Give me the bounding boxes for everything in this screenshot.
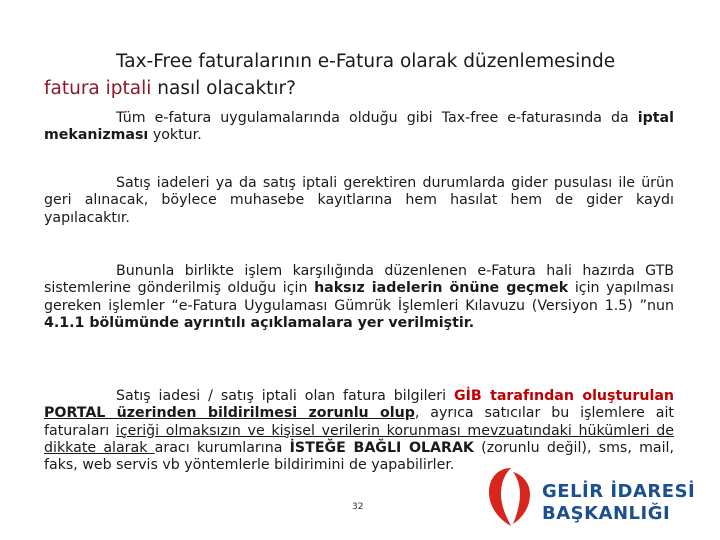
p4-underlined: içeriği olmaksızın ve kişisel verilerin korunması mevzuatındaki hükümleri de dikkate alarak <box>44 422 674 456</box>
p4-red-emphasis: GİB tarafından oluşturulan <box>453 388 674 404</box>
page-number: 32 <box>352 502 364 512</box>
p2-text: Satış iadeleri ya da satış iptali gerektiren durumlarda gider pusulası ile ürün geri alınacak, böylece muhasebe kayıtlarına hem hasılat hem de gider kaydı yapılacaktır. <box>44 175 674 226</box>
p4-text: Satış iadesi / satış iptali olan fatura bilgileri <box>116 388 454 404</box>
p1-text: Tüm e-fatura uygulamalarında olduğu gibi Tax-free e-faturasında da <box>116 110 638 126</box>
logo-line-2: BAŞKANLIĞI <box>542 503 671 524</box>
gib-logo-mark-icon <box>486 464 536 530</box>
logo-line-1: GELİR İDARESİ <box>542 481 696 502</box>
p1-text-end: yoktur. <box>148 127 202 144</box>
title-accent-text: fatura iptali <box>44 78 152 99</box>
p4-bold-underline: PORTAL üzerinden bildirilmesi zorunlu olup <box>44 405 415 422</box>
paragraph-gtb-systems <box>44 263 674 332</box>
p4-text-3: aracı kurumlarına <box>154 439 290 456</box>
p3-text-2: için yapılması gereken işlemler “e-Fatura Uygulaması Gümrük İşlemleri Kılavuzu (Versiyon 1.5) ”nun <box>44 280 674 314</box>
p3-bold-1: haksız iadelerin önüne geçmek <box>314 280 569 297</box>
title-text-part1: Tax-Free faturalarının e-Fatura olarak düzenlemesinde <box>116 51 616 72</box>
slide-title <box>44 48 674 102</box>
paragraph-no-cancel-mechanism <box>44 110 674 145</box>
p4-bold-optional: İSTEĞE BAĞLI OLARAK <box>289 439 474 456</box>
p1-bold: iptal mekanizması <box>44 110 674 144</box>
p3-bold-2: 4.1.1 bölümünde ayrıntılı açıklamalara yer verilmiştir. <box>44 314 475 331</box>
gib-logo <box>486 462 696 532</box>
p3-text: Bununla birlikte işlem karşılığında düzenlenen e-Fatura hali hazırda GTB sistemlerine gönderilmiş olduğu için <box>44 263 674 297</box>
title-text-part2: nasıl olacaktır? <box>151 78 296 99</box>
paragraph-returns-expense-voucher <box>44 175 674 227</box>
p4-text-4: (zorunlu değil), sms, mail, faks, web servis vb yöntemlerle bildirimini de yapabilirler. <box>44 439 674 474</box>
p4-text-2: , ayrıca satıcılar bu işlemlere ait faturaları <box>44 405 674 439</box>
